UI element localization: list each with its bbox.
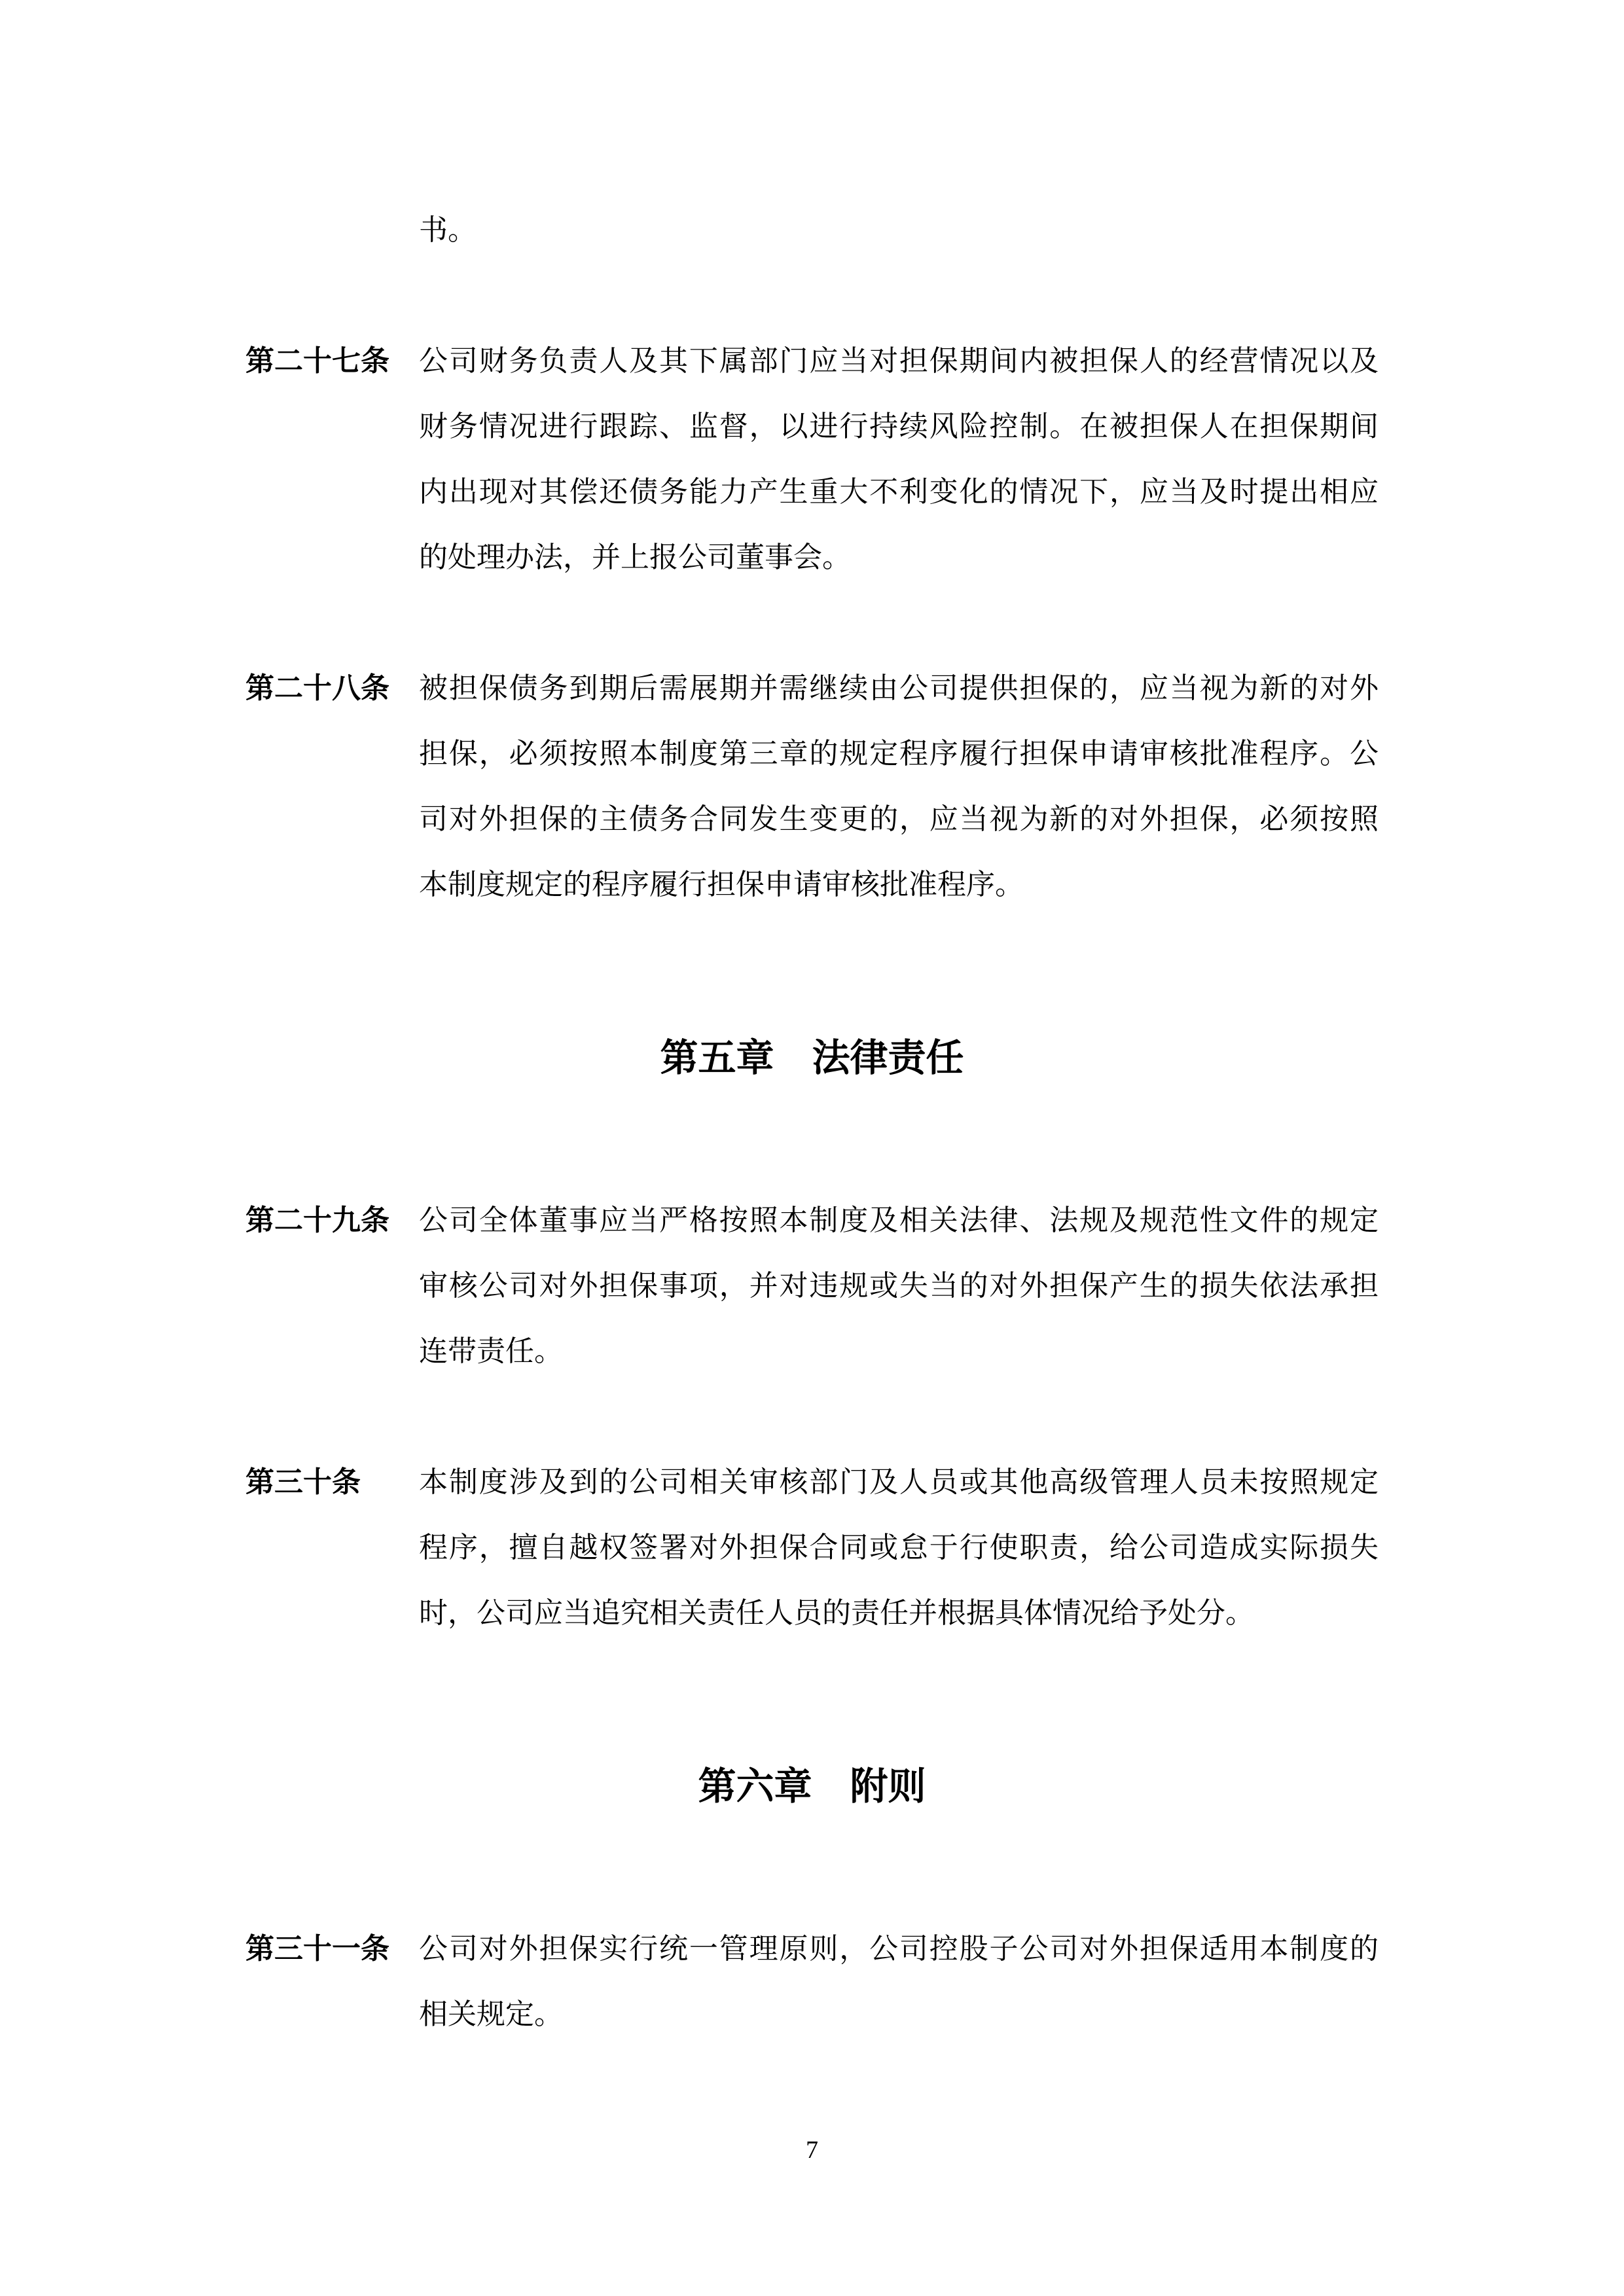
article-29-number: 第二十九条	[245, 1204, 389, 1236]
article-31	[245, 1916, 1379, 2047]
article-line: 时，公司应当追究相关责任人员的责任并根据具体情况给予处分。	[419, 1597, 1254, 1629]
article-29	[245, 1188, 1379, 1384]
article-29-body	[419, 1188, 1379, 1384]
article-line: 内出现对其偿还债务能力产生重大不利变化的情况下，应当及时提出相应	[419, 476, 1379, 508]
paragraph-continuation	[419, 198, 1379, 263]
article-line: 程序，擅自越权签署对外担保合同或怠于行使职责，给公司造成实际损失	[419, 1532, 1379, 1564]
article-28	[245, 656, 1379, 918]
article-line: 公司财务负责人及其下属部门应当对担保期间内被担保人的经营情况以及	[419, 345, 1379, 377]
article-30-number: 第三十条	[245, 1466, 361, 1498]
article-line: 被担保债务到期后需展期并需继续由公司提供担保的，应当视为新的对外	[419, 672, 1379, 704]
article-28-body	[419, 656, 1379, 918]
article-31-body	[419, 1916, 1379, 2047]
article-27-body	[419, 329, 1379, 590]
article-line: 担保，必须按照本制度第三章的规定程序履行担保申请审核批准程序。公	[419, 738, 1379, 770]
article-line: 相关规定。	[419, 1998, 563, 2030]
document-content	[245, 198, 1379, 2113]
article-line: 的处理办法，并上报公司董事会。	[419, 541, 851, 573]
continuation-text: 书。	[419, 214, 477, 246]
chapter-6-heading: 第六章 附则	[698, 1765, 926, 1808]
article-line: 公司全体董事应当严格按照本制度及相关法律、法规及规范性文件的规定	[419, 1204, 1379, 1236]
article-28-number: 第二十八条	[245, 672, 389, 704]
article-31-number: 第三十一条	[245, 1933, 389, 1965]
article-line: 本制度规定的程序履行担保申请审核批准程序。	[419, 869, 1024, 901]
article-30	[245, 1450, 1379, 1646]
page-number: 7	[806, 2136, 818, 2164]
article-line: 司对外担保的主债务合同发生变更的，应当视为新的对外担保，必须按照	[419, 803, 1379, 835]
article-line: 审核公司对外担保事项，并对违规或失当的对外担保产生的损失依法承担	[419, 1270, 1379, 1302]
article-27-number: 第二十七条	[245, 345, 389, 377]
article-27	[245, 329, 1379, 590]
chapter-5-heading: 第五章 法律责任	[660, 1037, 964, 1079]
article-line: 连带责任。	[419, 1335, 563, 1367]
article-30-body	[419, 1450, 1379, 1646]
article-line: 本制度涉及到的公司相关审核部门及人员或其他高级管理人员未按照规定	[419, 1466, 1379, 1498]
article-line: 公司对外担保实行统一管理原则，公司控股子公司对外担保适用本制度的	[419, 1933, 1379, 1965]
article-line: 财务情况进行跟踪、监督，以进行持续风险控制。在被担保人在担保期间	[419, 410, 1379, 442]
